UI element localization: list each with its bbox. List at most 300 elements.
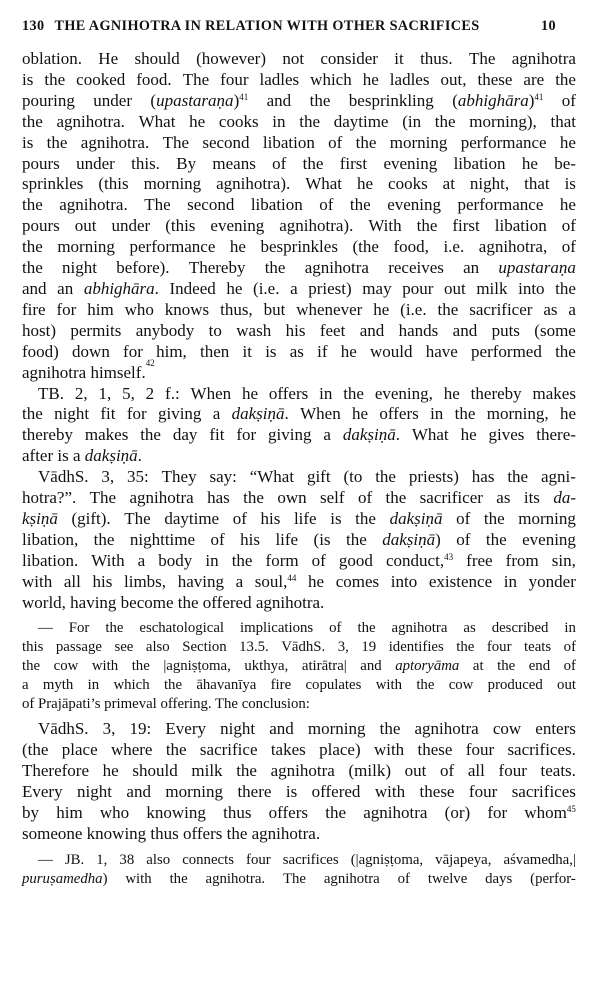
word: “What xyxy=(249,467,295,487)
word: at xyxy=(472,658,484,675)
word: cow xyxy=(448,676,474,693)
word: (to xyxy=(343,467,363,487)
text-line xyxy=(22,216,576,237)
word: the xyxy=(555,341,576,361)
text-line: agnihotra himself. 42 xyxy=(22,357,155,382)
footnote-marker: 41 xyxy=(534,91,544,102)
word: thereby xyxy=(470,383,522,403)
word: receives xyxy=(388,258,444,278)
italic-term: dakṣiṇā xyxy=(84,446,138,466)
word: agnihotra xyxy=(129,488,194,508)
word: the xyxy=(355,132,377,152)
word: thereby xyxy=(22,425,73,445)
word: where xyxy=(110,740,153,760)
word: f.: xyxy=(165,383,180,403)
word: (in xyxy=(402,111,422,131)
word: a xyxy=(290,278,298,298)
word: performance xyxy=(457,195,544,215)
word: should xyxy=(132,761,178,781)
word: agni- xyxy=(540,467,576,487)
word: — xyxy=(38,851,53,868)
word: the xyxy=(236,761,257,781)
word: of xyxy=(440,761,455,781)
word: described xyxy=(491,620,549,637)
word: When xyxy=(300,404,341,424)
text-line xyxy=(22,425,576,446)
word: agnihotra xyxy=(391,620,448,637)
word: food, xyxy=(393,237,429,257)
word: (i.e. xyxy=(400,299,427,319)
word: The xyxy=(162,132,189,152)
word: he xyxy=(559,404,576,424)
word: the xyxy=(485,529,507,549)
word: also xyxy=(146,851,171,868)
text-line: someone knowing thus offers the agnihotra. xyxy=(22,823,321,843)
word: down xyxy=(72,341,110,361)
text-line xyxy=(22,488,576,509)
word: of xyxy=(561,237,576,257)
word: for xyxy=(56,299,77,319)
word: in xyxy=(564,620,576,637)
word: yonder xyxy=(528,571,576,591)
word: is xyxy=(330,508,342,528)
word: dakṣiṇā) xyxy=(382,529,441,549)
word: good xyxy=(338,550,373,570)
word: 3, xyxy=(101,467,115,487)
word: he xyxy=(308,571,325,591)
text-line xyxy=(22,237,576,258)
word: priests) xyxy=(408,467,459,487)
word: he xyxy=(229,237,246,257)
word: his xyxy=(240,529,260,549)
word: the xyxy=(22,258,43,278)
word: (gift). xyxy=(71,508,111,528)
word: second xyxy=(187,195,235,215)
word: second xyxy=(202,132,250,152)
word: has xyxy=(471,467,495,487)
word: morning, xyxy=(486,404,549,424)
word: milk xyxy=(191,761,223,781)
word: agnihotra. xyxy=(80,132,150,152)
word: enters xyxy=(535,719,576,739)
word: of xyxy=(210,529,225,549)
word: consider xyxy=(320,49,378,68)
word: the xyxy=(357,620,376,637)
word: agnihotra xyxy=(323,870,380,887)
word: the xyxy=(483,508,505,528)
word: he xyxy=(102,761,119,781)
word: 1, xyxy=(96,851,108,868)
italic-term: abhighāra xyxy=(83,278,155,298)
word: is xyxy=(285,782,298,802)
word: agnihotra xyxy=(270,761,335,781)
word: is xyxy=(22,69,34,89)
text-line xyxy=(22,404,576,425)
word: cow xyxy=(492,719,522,739)
word: the xyxy=(343,383,364,403)
word: For xyxy=(68,620,90,637)
text-line xyxy=(22,384,576,405)
word: sacrifices xyxy=(511,782,576,802)
word: the xyxy=(22,404,43,424)
word: night xyxy=(54,404,90,424)
running-title: THE AGNIHOTRA IN RELATION WITH OTHER SACRIFICES xyxy=(54,18,480,34)
word: comes xyxy=(335,571,380,591)
word: then xyxy=(200,341,230,361)
word: the xyxy=(163,676,183,693)
word: has xyxy=(207,488,230,508)
word: the xyxy=(231,550,253,570)
word: of xyxy=(561,90,576,110)
word: offered xyxy=(311,782,361,802)
word: ukthya, xyxy=(244,658,289,675)
word: end xyxy=(528,658,551,675)
word: performance xyxy=(460,132,547,152)
italic-term: dakṣiṇā xyxy=(389,508,443,528)
word: 3, xyxy=(102,719,116,739)
word: feet xyxy=(319,320,346,340)
word: is xyxy=(22,132,34,152)
word: sprinkles xyxy=(22,174,84,194)
word: the xyxy=(243,488,264,508)
word: out xyxy=(443,278,466,298)
word: of xyxy=(311,550,326,570)
word: 1, xyxy=(98,383,112,403)
word: not xyxy=(282,49,305,68)
word: this. xyxy=(131,153,160,173)
word: in xyxy=(503,571,518,591)
word: the xyxy=(346,529,367,549)
page-number: 130 xyxy=(22,18,45,34)
word: for xyxy=(123,341,143,361)
word: The xyxy=(469,49,496,68)
section-number: 10 xyxy=(541,18,556,34)
word: (|agniṣṭoma, xyxy=(350,851,424,868)
word: besprinkling xyxy=(348,90,434,110)
word: as xyxy=(463,620,476,637)
word: in xyxy=(205,550,219,570)
word: puts xyxy=(491,320,520,340)
word: the xyxy=(22,111,43,131)
word: into xyxy=(518,278,545,298)
note-line xyxy=(22,657,576,676)
word: wash xyxy=(236,320,272,340)
word: life xyxy=(275,529,299,549)
word: Every xyxy=(165,719,206,739)
word xyxy=(553,488,576,509)
word: knows xyxy=(164,299,210,319)
word: morning xyxy=(165,782,224,802)
word: say: xyxy=(209,467,237,487)
word: an xyxy=(57,278,74,298)
word: implications xyxy=(240,620,314,637)
text-line xyxy=(22,174,576,195)
word: four xyxy=(246,851,271,868)
word: myth xyxy=(42,676,74,693)
word: the xyxy=(507,467,529,487)
word: fit xyxy=(209,425,225,445)
word: makes xyxy=(532,383,576,403)
text-line xyxy=(22,782,576,803)
word: milk xyxy=(476,278,508,298)
word: oblation. xyxy=(22,49,82,68)
word: the xyxy=(416,676,435,693)
word: under xyxy=(111,216,151,236)
word: in xyxy=(430,404,444,424)
italic-term: upastaraṇa xyxy=(498,258,576,278)
word: evening, xyxy=(374,383,433,403)
word: of xyxy=(456,508,471,528)
text-line xyxy=(22,258,576,279)
word: TB. xyxy=(38,383,64,403)
italic-term: abhighāra xyxy=(457,90,529,110)
word: the xyxy=(385,488,407,508)
word: morning xyxy=(143,174,202,194)
word: and xyxy=(22,278,47,298)
word: a xyxy=(22,676,29,693)
word: with xyxy=(91,658,119,675)
word: four xyxy=(486,639,512,656)
word: fit xyxy=(100,404,116,424)
word: the xyxy=(437,299,459,319)
word: of xyxy=(328,132,343,152)
word: anybody xyxy=(135,320,195,340)
word: as xyxy=(289,341,304,361)
word: for xyxy=(487,803,508,823)
word: a xyxy=(235,571,244,591)
word: it xyxy=(242,341,252,361)
word: night, xyxy=(469,174,510,194)
word: with xyxy=(373,740,405,760)
word: priest) xyxy=(308,278,352,298)
word: morning xyxy=(518,508,576,528)
word: the xyxy=(434,111,456,131)
word: he xyxy=(373,299,390,319)
text-line xyxy=(22,761,576,782)
word: besprinkles xyxy=(260,237,338,257)
word: body xyxy=(158,550,193,570)
word: which xyxy=(113,676,150,693)
word: identifies xyxy=(388,639,444,656)
word: (this xyxy=(98,174,129,194)
word: the xyxy=(140,425,161,445)
footnote-marker: 43 xyxy=(444,551,454,562)
word: of xyxy=(232,508,247,528)
word: thus xyxy=(223,803,252,823)
word: he xyxy=(352,404,369,424)
word: of xyxy=(561,216,576,236)
word: agnihotra, xyxy=(478,237,548,257)
word: his xyxy=(285,320,306,340)
word: self xyxy=(320,488,345,508)
word: makes xyxy=(84,425,129,445)
word: aśvamedha,| xyxy=(503,851,576,868)
word: offers xyxy=(268,383,309,403)
word: evening xyxy=(210,216,265,236)
word: whom$^{45}$ xyxy=(524,803,576,823)
word: are xyxy=(523,69,545,89)
word: the xyxy=(299,111,321,131)
word: ladles xyxy=(389,69,430,89)
word: libation. xyxy=(22,550,79,570)
word: the xyxy=(93,529,115,549)
word: into xyxy=(390,571,418,591)
word: i.e. xyxy=(443,237,465,257)
word: he xyxy=(460,425,477,445)
word: agnihotra xyxy=(304,258,369,278)
word: ladles xyxy=(259,69,300,89)
word: morning xyxy=(57,237,115,257)
word: morning), xyxy=(469,111,537,131)
word: the xyxy=(349,195,371,215)
word: pouring xyxy=(22,90,75,110)
word: means xyxy=(212,153,256,173)
word: out xyxy=(404,761,427,781)
word: there xyxy=(237,782,272,802)
word: agnihotra). xyxy=(216,174,291,194)
word: (abhighāra)$^{41}$ xyxy=(452,90,544,110)
word: host) xyxy=(22,320,56,340)
word: to xyxy=(208,320,222,340)
note-line xyxy=(22,676,576,695)
word: see xyxy=(114,639,134,656)
word: 19 xyxy=(361,639,377,656)
word: the xyxy=(375,467,396,487)
word: puruṣamedha) xyxy=(22,870,108,887)
word: night xyxy=(77,782,112,802)
word: all xyxy=(467,761,485,781)
word: and xyxy=(269,719,294,739)
text-line xyxy=(22,740,576,761)
word: (or) xyxy=(444,803,471,823)
word: under xyxy=(76,153,115,173)
word: abhighāra. xyxy=(83,278,159,298)
italic-term: dakṣiṇā xyxy=(342,425,396,445)
word: 35: xyxy=(127,467,149,487)
word: the xyxy=(456,639,475,656)
text-line: after is a dakṣiṇā . xyxy=(22,446,142,466)
word: of xyxy=(397,870,410,887)
word: he xyxy=(443,383,460,403)
word: he xyxy=(362,69,379,89)
word: out xyxy=(74,216,97,236)
text-line xyxy=(22,195,576,216)
word: eschatological xyxy=(139,620,225,637)
word: the xyxy=(22,658,41,675)
text-line xyxy=(22,154,576,175)
word: twelve xyxy=(427,870,468,887)
word: he xyxy=(340,341,357,361)
footnote-marker: 42 xyxy=(145,357,155,368)
word xyxy=(498,258,575,279)
note-line xyxy=(22,638,576,657)
word: under xyxy=(93,90,133,110)
body-text xyxy=(22,49,576,888)
word: teats. xyxy=(540,761,576,781)
word: is xyxy=(564,174,576,194)
italic-term: dakṣiṇā xyxy=(231,404,285,424)
word: place) xyxy=(319,740,361,760)
word xyxy=(390,509,443,530)
word: and xyxy=(359,320,385,340)
italic-term: kṣiṇā xyxy=(22,508,58,528)
word: these xyxy=(417,740,453,760)
footnote-marker: 44 xyxy=(287,572,297,583)
word: thus, xyxy=(220,299,253,319)
word: morning xyxy=(389,132,448,152)
word: would xyxy=(370,341,413,361)
word: The xyxy=(144,195,171,215)
word: free xyxy=(466,550,493,570)
word: agnihotra xyxy=(511,49,576,68)
word: passage xyxy=(55,639,102,656)
word: limbs, xyxy=(124,571,167,591)
word: he xyxy=(357,174,374,194)
word: the xyxy=(416,216,438,236)
word: sacrifice xyxy=(199,740,258,760)
word: conduct,$^{43}$ xyxy=(386,550,454,570)
word: morning xyxy=(307,719,366,739)
word: and xyxy=(452,320,478,340)
word: the xyxy=(165,740,187,760)
word: Therefore xyxy=(22,761,90,781)
word: which xyxy=(310,69,352,89)
word: libation xyxy=(453,153,506,173)
word: him, xyxy=(156,341,187,361)
word: food) xyxy=(22,341,59,361)
word: The xyxy=(282,870,306,887)
word: cow xyxy=(53,658,79,675)
word: takes xyxy=(270,740,306,760)
word: of xyxy=(456,529,471,549)
word: food. xyxy=(136,69,172,89)
word: all xyxy=(63,571,81,591)
word: 38 xyxy=(119,851,135,868)
word: the xyxy=(169,870,188,887)
word: produced xyxy=(487,676,543,693)
word: libation, xyxy=(22,529,79,549)
word: life xyxy=(293,508,317,528)
word: who xyxy=(99,803,130,823)
word: by xyxy=(22,803,39,823)
word: days xyxy=(485,870,513,887)
word: out xyxy=(557,676,576,693)
word: cooked xyxy=(76,69,126,89)
word: sacrifices xyxy=(282,851,339,868)
word: 3, xyxy=(337,639,349,656)
text-line xyxy=(22,719,576,740)
word: own xyxy=(277,488,307,508)
word: the xyxy=(105,620,124,637)
word: libation xyxy=(494,216,547,236)
note-line: of Prajāpati’s primeval offering. The conclusion: xyxy=(22,695,310,712)
word: these xyxy=(419,782,455,802)
word: copulates xyxy=(305,676,362,693)
word: this xyxy=(22,639,44,656)
word: day xyxy=(172,425,198,445)
word: (milk) xyxy=(348,761,391,781)
note-line xyxy=(22,619,576,638)
text-line xyxy=(22,91,576,112)
word: libation xyxy=(250,195,303,215)
word: out, xyxy=(440,69,467,89)
word: (this xyxy=(165,216,196,236)
text-line xyxy=(22,300,576,321)
word: 13.5. xyxy=(239,639,269,656)
word: agnihotra xyxy=(363,803,428,823)
word: four xyxy=(468,782,498,802)
word: from xyxy=(505,550,539,570)
